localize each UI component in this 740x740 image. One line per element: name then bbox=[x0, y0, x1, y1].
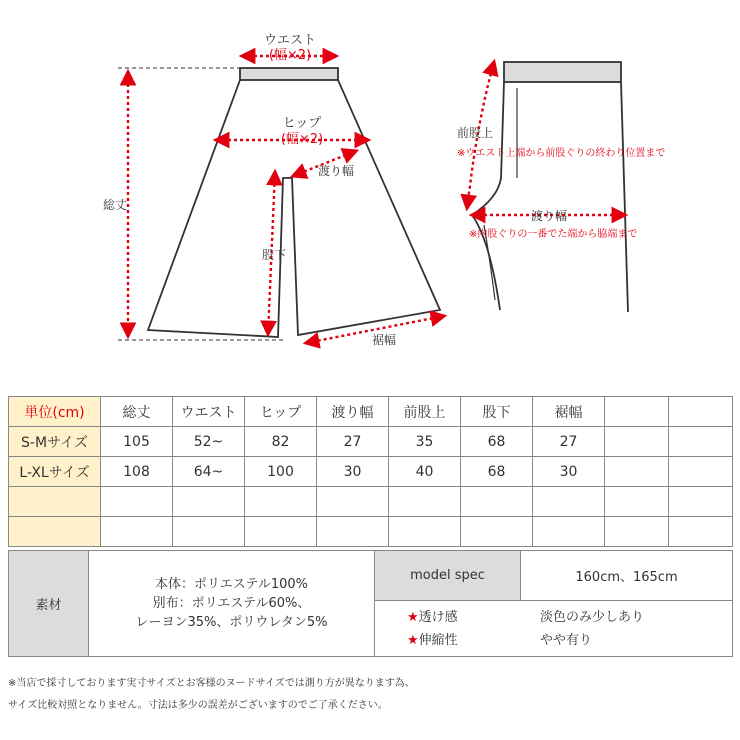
front-rise-note: ※ウエスト上端から前股ぐりの終わり位置まで bbox=[457, 148, 666, 159]
material-label: 素材 bbox=[9, 551, 89, 657]
features-cell bbox=[375, 601, 733, 657]
header-cell: 股下 bbox=[461, 397, 533, 427]
value-cell: 105 bbox=[101, 427, 173, 457]
size-name-cell: L-XLサイズ bbox=[9, 457, 101, 487]
value-cell bbox=[669, 487, 733, 517]
inseam-label: 股下 bbox=[262, 248, 287, 262]
value-cell bbox=[461, 487, 533, 517]
value-cell: 27 bbox=[317, 427, 389, 457]
value-cell bbox=[669, 427, 733, 457]
material-cell bbox=[89, 551, 375, 657]
note-line: ※当店で採寸しております実寸サイズとお客様のヌードサイズでは測り方が異なります為、 bbox=[8, 678, 415, 689]
value-cell: 27 bbox=[533, 427, 605, 457]
value-cell bbox=[669, 517, 733, 547]
front-rise-label: 前股上 bbox=[457, 126, 494, 140]
header-cell bbox=[605, 397, 669, 427]
feature-label-text: 伸縮性 bbox=[418, 632, 458, 648]
value-cell bbox=[173, 517, 245, 547]
hip-label: ヒップ bbox=[282, 116, 322, 131]
front-waistband bbox=[240, 68, 338, 80]
value-cell bbox=[669, 457, 733, 487]
value-cell: 30 bbox=[533, 457, 605, 487]
side-pants-front-line bbox=[472, 82, 504, 310]
material-line: 本体：ポリエステル100% bbox=[155, 577, 308, 592]
header-cell: 渡り幅 bbox=[317, 397, 389, 427]
value-cell: 82 bbox=[245, 427, 317, 457]
value-cell bbox=[461, 517, 533, 547]
model-spec-value: 160cm、165cm bbox=[521, 551, 733, 601]
hip-sub-label: (幅×2) bbox=[280, 132, 324, 147]
material-line: レーヨン35%、ポリウレタン5% bbox=[135, 615, 328, 630]
waist-label: ウエスト bbox=[263, 33, 317, 48]
value-cell: 40 bbox=[389, 457, 461, 487]
value-cell bbox=[389, 487, 461, 517]
feature-label bbox=[407, 606, 458, 629]
side-pants-back-line bbox=[621, 82, 628, 312]
value-cell: 68 bbox=[461, 427, 533, 457]
feature-row-stretch bbox=[375, 629, 732, 652]
value-cell bbox=[173, 487, 245, 517]
value-cell: 52~ bbox=[173, 427, 245, 457]
size-table-row bbox=[9, 487, 733, 517]
size-name-cell bbox=[9, 517, 101, 547]
header-cell: ウエスト bbox=[173, 397, 245, 427]
value-cell bbox=[317, 487, 389, 517]
value-cell: 35 bbox=[389, 427, 461, 457]
value-cell bbox=[605, 427, 669, 457]
measurement-arrows bbox=[128, 56, 625, 343]
value-cell: 100 bbox=[245, 457, 317, 487]
notes bbox=[8, 673, 732, 717]
value-cell bbox=[317, 517, 389, 547]
size-table-row bbox=[9, 427, 733, 457]
feature-label bbox=[407, 629, 458, 652]
header-cell: 総丈 bbox=[101, 397, 173, 427]
size-table-header-row bbox=[9, 397, 733, 427]
thigh-label: 渡り幅 bbox=[318, 164, 355, 178]
value-cell bbox=[245, 517, 317, 547]
feature-value: 淡色のみ少しあり bbox=[540, 609, 645, 625]
size-table bbox=[8, 396, 733, 547]
spec-table bbox=[8, 550, 733, 657]
value-cell bbox=[101, 487, 173, 517]
front-pants-illustration bbox=[148, 68, 440, 337]
size-table-row bbox=[9, 517, 733, 547]
total-length-label: 総丈 bbox=[103, 198, 128, 212]
guide-lines bbox=[118, 68, 285, 340]
hem-label: 裾幅 bbox=[372, 333, 397, 347]
star-icon: ★ bbox=[407, 609, 419, 625]
side-thigh-label: 渡り幅 bbox=[531, 209, 568, 223]
star-icon: ★ bbox=[407, 632, 419, 648]
value-cell: 108 bbox=[101, 457, 173, 487]
value-cell bbox=[245, 487, 317, 517]
value-cell: 30 bbox=[317, 457, 389, 487]
material-line: 別布：ポリエステル60%、 bbox=[152, 596, 311, 611]
value-cell: 64~ bbox=[173, 457, 245, 487]
value-cell bbox=[101, 517, 173, 547]
value-cell bbox=[605, 457, 669, 487]
header-cell bbox=[669, 397, 733, 427]
header-cell: ヒップ bbox=[245, 397, 317, 427]
value-cell bbox=[533, 487, 605, 517]
size-table-row bbox=[9, 457, 733, 487]
side-waistband bbox=[504, 62, 621, 82]
feature-value: やや有り bbox=[540, 632, 593, 648]
value-cell bbox=[389, 517, 461, 547]
value-cell: 68 bbox=[461, 457, 533, 487]
value-cell bbox=[533, 517, 605, 547]
side-thigh-note: ※内股ぐりの一番でた端から脇端まで bbox=[469, 229, 638, 240]
note-line: サイズ比較対照となりません。寸法は多少の誤差がございますのでご了承ください。 bbox=[8, 700, 388, 711]
side-pants-illustration bbox=[472, 62, 628, 312]
waist-sub-label: (幅×2) bbox=[268, 48, 312, 63]
feature-label-text: 透け感 bbox=[418, 609, 458, 625]
unit-header-cell: 単位(cm) bbox=[9, 397, 101, 427]
value-cell bbox=[605, 517, 669, 547]
size-name-cell bbox=[9, 487, 101, 517]
value-cell bbox=[605, 487, 669, 517]
header-cell: 前股上 bbox=[389, 397, 461, 427]
model-spec-label: model spec bbox=[375, 551, 521, 601]
header-cell: 裾幅 bbox=[533, 397, 605, 427]
feature-row-transparency bbox=[375, 606, 732, 629]
size-name-cell: S-Mサイズ bbox=[9, 427, 101, 457]
